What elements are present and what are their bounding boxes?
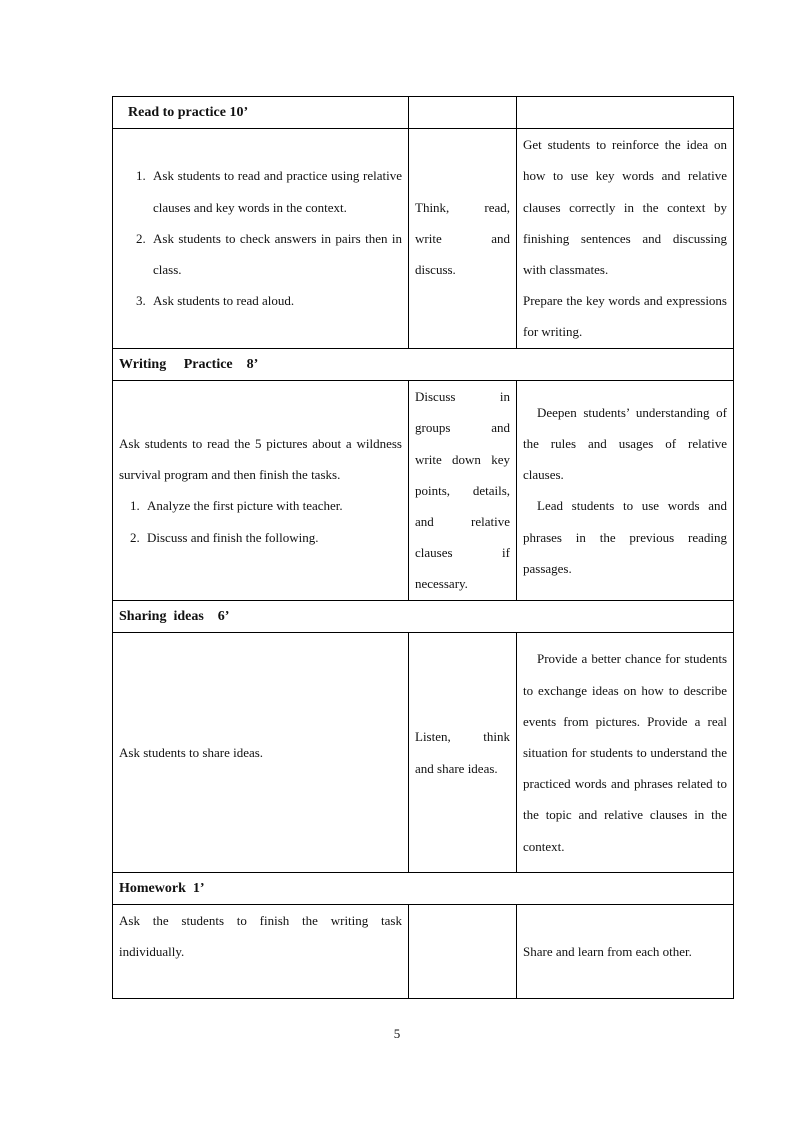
- purpose-paragraph: Prepare the key words and expressions for writing.: [523, 293, 727, 340]
- section-body-row: [113, 380, 734, 600]
- teacher-activity-item: 3. Ask students to read aloud.: [149, 285, 402, 316]
- student-activity-line: write down key: [415, 451, 510, 467]
- student-activity-cell: [409, 905, 517, 999]
- teacher-activity-list: [119, 160, 402, 316]
- teacher-activity-item: 2. Ask students to check answers in pairs then in class.: [149, 223, 402, 285]
- purpose-cell: [517, 905, 734, 999]
- teacher-activity-intro: Ask students to read the 5 pictures about a wildness survival program and then finish the tasks.: [119, 435, 402, 483]
- section-body-row: [113, 905, 734, 999]
- student-activity-cell: [409, 380, 517, 600]
- purpose-paragraph: Share and learn from each other.: [523, 944, 692, 960]
- purpose-cell: [517, 633, 734, 873]
- purpose-cell: [517, 380, 734, 600]
- page-number: 5: [393, 1026, 401, 1041]
- teacher-activity-cell: Ask students to share ideas.: [113, 633, 409, 873]
- teacher-activity-list: [119, 490, 402, 552]
- teacher-activity-item: 1. Analyze the first picture with teacher.: [143, 490, 402, 521]
- purpose-paragraph: Deepen students’ understanding of the rules and usages of relative clauses.: [523, 404, 727, 483]
- student-activity-line: clauses if: [415, 545, 510, 561]
- teacher-activity-cell: [113, 129, 409, 348]
- section-heading-read-to-practice: Read to practice 10’: [113, 97, 409, 129]
- student-activity-cell: [409, 633, 517, 873]
- student-activity-line: write and: [415, 230, 510, 246]
- student-activity-line: groups and: [415, 420, 510, 436]
- student-activity-line: points, details,: [415, 482, 510, 498]
- student-activity-line: Listen, think: [415, 729, 510, 745]
- lesson-plan-table: [112, 96, 734, 999]
- student-activity-line: necessary.: [415, 576, 468, 592]
- teacher-activity-item: 2. Discuss and finish the following.: [143, 522, 402, 553]
- section-heading-row: [113, 600, 734, 632]
- student-activity-line: Think, read,: [415, 199, 510, 215]
- student-activity-cell: [409, 129, 517, 348]
- teacher-activity-text: Ask the students to finish the writing task individually.: [119, 913, 402, 960]
- purpose-paragraph: Provide a better chance for students to exchange ideas on how to describe events from pictures. Provide a real situation for students to understand the practiced words and phrases related to the topic and relative clauses in the context.: [523, 651, 727, 854]
- section-heading-writing-practice: Writing Practice 8’: [113, 348, 734, 380]
- teacher-activity-item: 1. Ask students to read and practice using relative clauses and key words in the context.: [149, 160, 402, 222]
- section-heading-sharing-ideas: Sharing ideas 6’: [113, 600, 734, 632]
- section-heading-row: [113, 873, 734, 905]
- student-activity-line: Discuss in: [415, 389, 510, 405]
- section-body-row: [113, 633, 734, 873]
- purpose-cell: [517, 129, 734, 348]
- teacher-activity-cell: [113, 380, 409, 600]
- section-heading-row: [113, 97, 734, 129]
- section-heading-row: [113, 348, 734, 380]
- purpose-paragraph: Get students to reinforce the idea on how to use key words and relative clauses correctly in the context by finishing sentences and discussing with classmates.: [523, 137, 727, 278]
- student-activity-line: and share ideas.: [415, 760, 498, 776]
- empty-cell: [409, 97, 517, 129]
- empty-cell: [517, 97, 734, 129]
- section-body-row: [113, 129, 734, 348]
- student-activity-line: and relative: [415, 513, 510, 529]
- teacher-activity-cell: [113, 905, 409, 999]
- student-activity-line: discuss.: [415, 262, 456, 278]
- section-heading-homework: Homework 1’: [113, 873, 734, 905]
- purpose-paragraph: Lead students to use words and phrases in the previous reading passages.: [523, 498, 727, 576]
